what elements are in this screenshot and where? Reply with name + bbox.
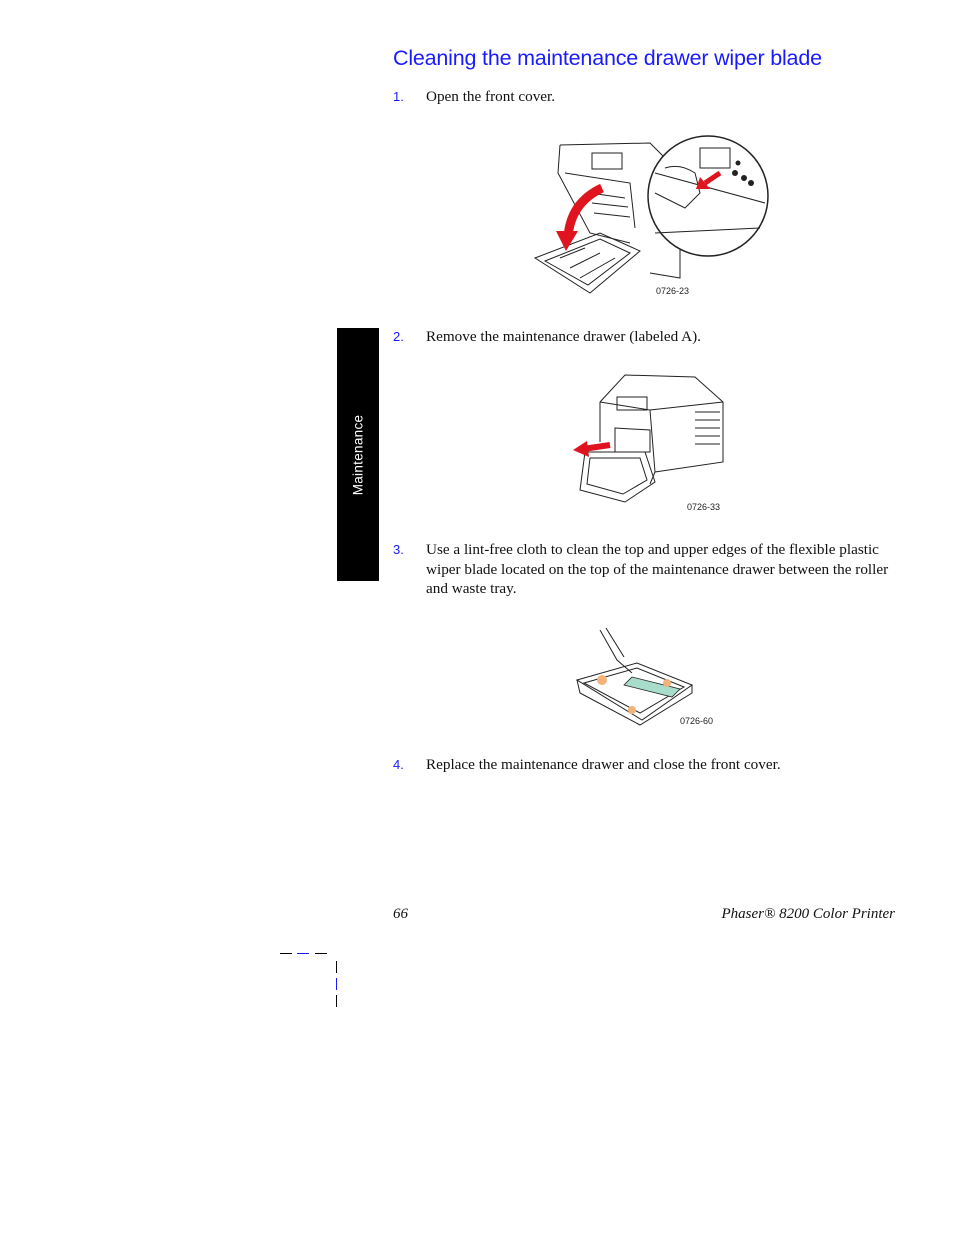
printer-drawer-removal-illustration	[555, 372, 730, 517]
nav-mark-line	[315, 953, 327, 954]
drawer-cleaning-illustration	[572, 625, 717, 730]
page-number: 66	[393, 906, 408, 922]
section-side-tab	[337, 328, 379, 581]
step-1	[393, 87, 898, 107]
page-title: Cleaning the maintenance drawer wiper blade	[393, 46, 822, 70]
figure-remove-drawer	[555, 372, 730, 517]
step-number: 1.	[393, 89, 404, 104]
step-3	[393, 540, 898, 599]
step-number: 4.	[393, 757, 404, 772]
nav-mark-bar	[336, 961, 337, 973]
nav-mark-bar	[336, 995, 337, 1007]
step-text: Replace the maintenance drawer and close the front cover.	[426, 756, 781, 773]
figure-clean-wiper-blade	[572, 625, 717, 730]
step-4	[393, 755, 898, 775]
figure-code: 0726-60	[680, 716, 714, 726]
step-text: Remove the maintenance drawer (labeled A).	[426, 328, 701, 345]
step-text: Open the front cover.	[426, 88, 556, 105]
step-number: 2.	[393, 329, 404, 344]
step-text: Use a lint-free cloth to clean the top and upper edges of the flexible plastic wiper blade located on the top of the maintenance drawer between the roller and waste tray.	[426, 541, 889, 597]
figure-code: 0726-33	[687, 502, 721, 512]
nav-mark-bar	[336, 978, 337, 990]
step-number: 3.	[393, 542, 404, 557]
side-tab-label: Maintenance	[350, 414, 366, 495]
product-name: Phaser® 8200 Color Printer	[721, 906, 895, 922]
nav-mark-line	[280, 953, 292, 954]
step-2	[393, 327, 898, 347]
printer-open-cover-illustration	[530, 133, 770, 303]
nav-mark-line	[297, 953, 309, 954]
figure-open-front-cover	[530, 133, 770, 303]
figure-code: 0726-23	[656, 286, 690, 296]
